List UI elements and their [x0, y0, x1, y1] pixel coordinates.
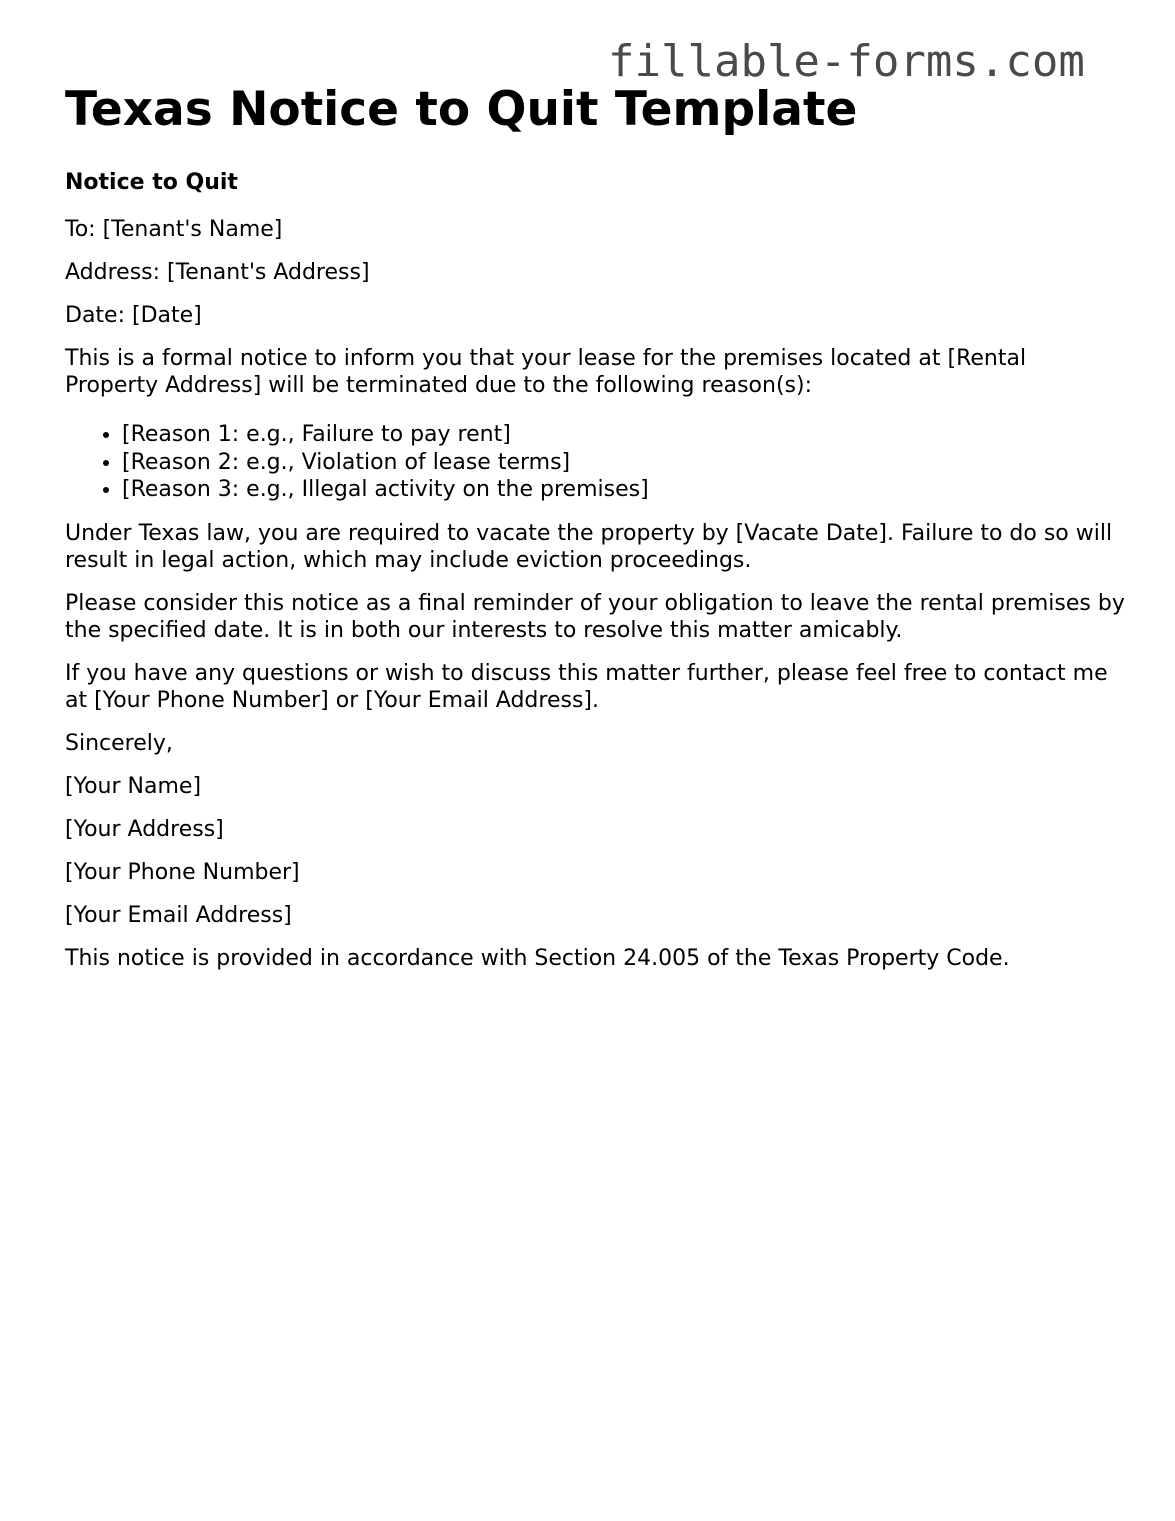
signature-name: [Your Name] — [65, 773, 202, 799]
vacate-paragraph: Under Texas law, you are required to vacate the property by [Vacate Date]. Failure to do so will result in legal action, which may include eviction proceedings. — [65, 520, 1113, 573]
signature-phone: [Your Phone Number] — [65, 859, 300, 885]
to-line: To: [Tenant's Name] — [65, 217, 283, 242]
site-watermark: fillable-forms.com — [608, 36, 1085, 87]
signature-address: [Your Address] — [65, 816, 224, 842]
legal-note: This notice is provided in accordance with Section 24.005 of the Texas Property Code. — [65, 945, 1010, 971]
reason-item: • [Reason 3: e.g., Illegal activity on the premises] — [122, 476, 1125, 504]
reason-item: • [Reason 2: e.g., Violation of lease terms] — [122, 449, 1125, 477]
address-line: Address: [Tenant's Address] — [65, 260, 370, 285]
intro-paragraph: This is a formal notice to inform you that your lease for the premises located at [Rental Property Address] will be terminated due to the following reason(s): — [65, 346, 1027, 398]
reminder-paragraph: Please consider this notice as a final reminder of your obligation to leave the rental premises by the specified date. It is in both our interests to resolve this matter amicably. — [65, 590, 1125, 643]
notice-heading: Notice to Quit — [65, 170, 238, 195]
document-body — [65, 80, 1125, 972]
signature-email: [Your Email Address] — [65, 902, 292, 928]
document-title: Texas Notice to Quit Template — [65, 82, 858, 137]
contact-paragraph: If you have any questions or wish to discuss this matter further, please feel free to contact me at [Your Phone Number] or [Your Email Address]. — [65, 660, 1108, 713]
date-line: Date: [Date] — [65, 303, 202, 328]
closing: Sincerely, — [65, 730, 173, 756]
reason-item: • [Reason 1: e.g., Failure to pay rent] — [122, 421, 1125, 449]
reasons-list — [65, 421, 1125, 504]
